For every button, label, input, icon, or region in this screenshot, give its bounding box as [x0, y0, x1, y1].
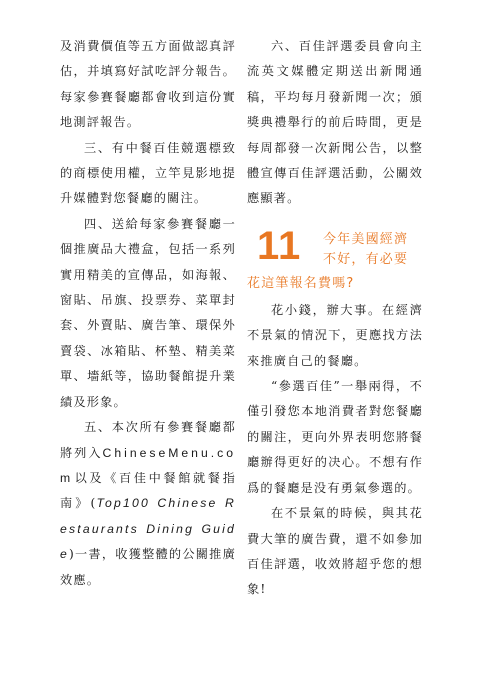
- left-column: [60, 34, 236, 593]
- paragraph-participate-benefits: “參選百佳”一舉兩得，不僅引發您本地消費者對您餐廳的關注，更向外界表明您將餐廳辦得更好的决心。不想有作爲的餐廳是没有勇氣參選的。: [247, 379, 423, 495]
- paragraph-dining-guide: [60, 415, 236, 593]
- dining-guide-text-c: )一書，收獲整體的公關推廣效應。: [60, 547, 236, 587]
- question-text-line-2: 不好，有必要: [323, 251, 409, 267]
- guide-english-title: Top100 Chinese Restaurants Dining Guide: [60, 496, 236, 562]
- question-text-line-1: 今年美國經濟: [323, 231, 409, 247]
- paragraph-press-releases: 六、百佳評選委員會向主流英文媒體定期送出新聞通稿，平均每月發新聞一次；頒獎典禮舉行的前后時間，更是每周都發一次新聞公告，以整體宣傳百佳評選活動，公關效應顯著。: [247, 39, 423, 206]
- paragraph-advertising-comparison: 在不景氣的時候，與其花費大筆的廣告費，還不如參加百佳評選，收效將超乎您的想象!: [247, 506, 423, 597]
- paragraph-trademark-right: 三、有中餐百佳競選標致的商標使用權，立竿見影地提升媒體對您餐廳的關注。: [60, 140, 236, 206]
- faq-question-11: [247, 223, 423, 292]
- paragraph-evaluation-report: 及消費價值等五方面做認真評估，并填寫好試吃評分報告。每家參賽餐廳都會收到這份實地測評報告。: [60, 39, 236, 130]
- dining-guide-text-b: 以及《百佳中餐館就餐指南》(: [60, 470, 236, 511]
- website-name: ChineseMenu.com: [60, 445, 236, 485]
- question-number: 11: [257, 223, 302, 268]
- right-column: [247, 34, 423, 603]
- question-text-line-3: 花這筆報名費嗎?: [247, 275, 355, 291]
- dining-guide-text-a: 五、本次所有參賽餐廳都將列入: [60, 420, 236, 460]
- paragraph-promo-gift-box: 四、送給每家參賽餐廳一個推廣品大禮盒，包括一系列實用精美的宣傳品，如海報、窗貼、吊旗、投票券、菜單封套、外賣貼、廣告筆、環保外賣袋、冰箱貼、杯墊、精美菜單、墻紙等，協助餐館提升業績及形象。: [60, 216, 236, 409]
- paragraph-small-cost-big-impact: 花小錢，辦大事。在經濟不景氣的情況下，更應找方法來推廣自己的餐廳。: [247, 302, 423, 368]
